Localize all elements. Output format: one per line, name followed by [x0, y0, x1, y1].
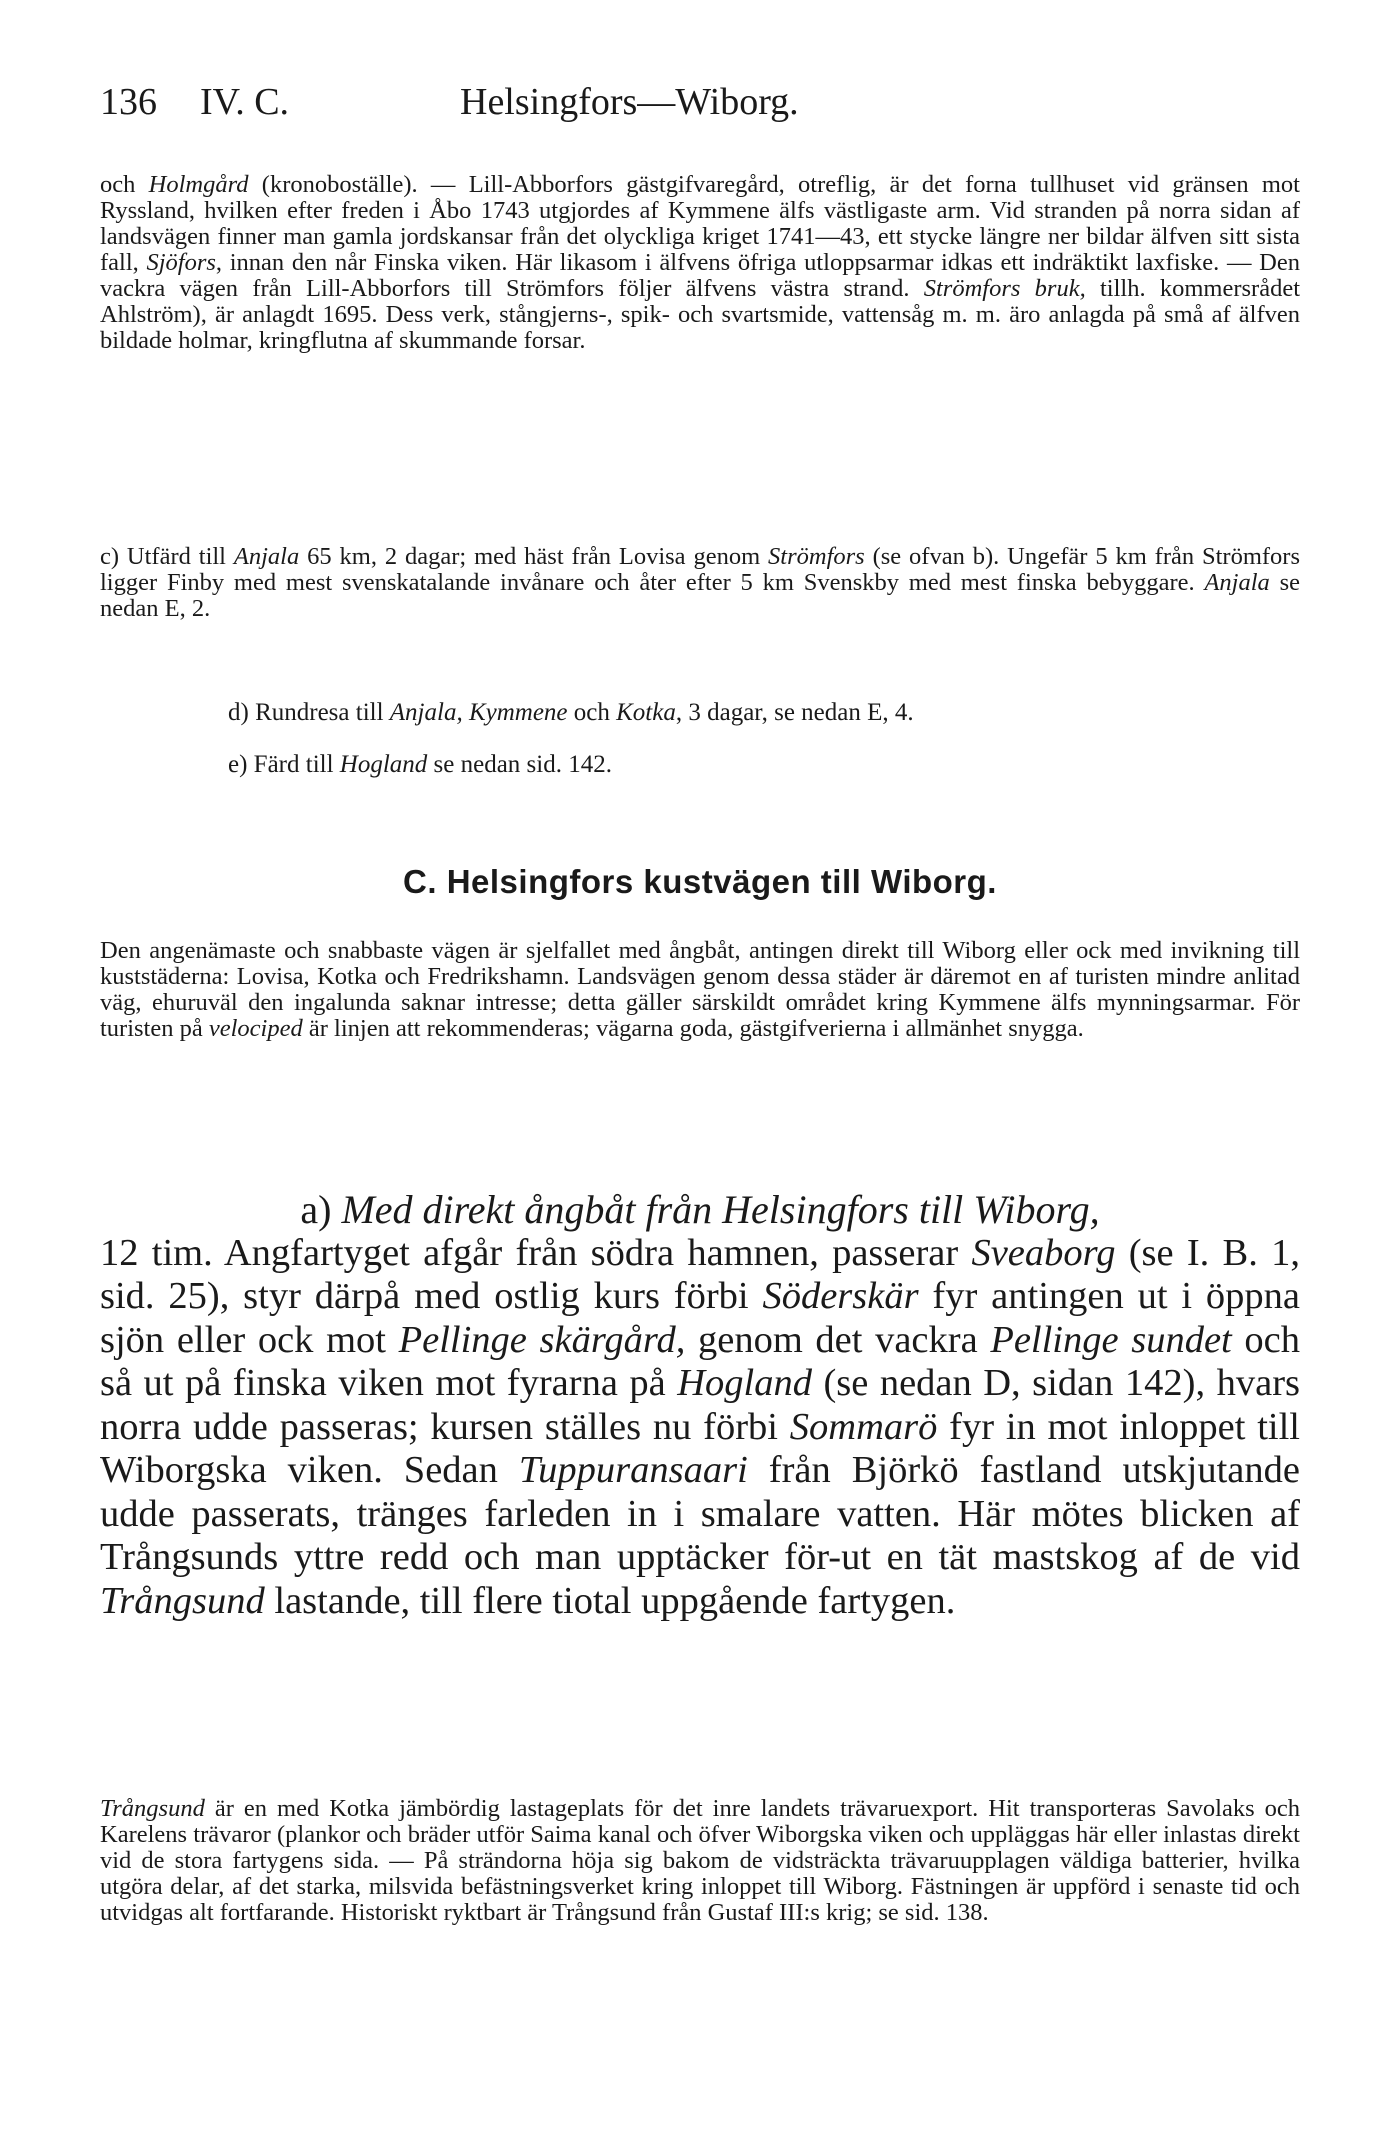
paragraph-lill-abborfors: och Holmgård (kronoboställe). — Lill-Abborfors gästgifvaregård, otreflig, är det forna tullhuset vid gränsen mot Ryssland, hvilken efter freden i Åbo 1743 utgjordes af Kymmene älfs västligaste arm. Vid stranden på norra sidan af landsvägen finner man gamla jordskansar från det olyckliga kriget 1741—43, ett stycke längre ner bildar älfven sitt sista fall, Sjöfors, innan den når Finska viken. Här likasom i älfvens öfriga utloppsarmar idkas ett indräktikt laxfiske. — Den vackra vägen från Lill-Abborfors till Strömfors följer älfvens västra strand. Strömfors bruk, tillh. kommersrådet Ahlström), är anlagdt 1695. Dess verk, stångjerns-, spik- och svartsmide, vattensåg m. m. äro anlagda på små af älfven bildade holmar, kringflutna af skummande forsar. — [100, 171, 1301, 354]
section-code: IV. C. — [200, 81, 290, 123]
section-heading: C. Helsingfors kustvägen till Wiborg. — [403, 863, 997, 900]
page-header — [100, 80, 1300, 136]
item-a-lead: a) Med direkt ångbåt från Helsingfors till Wiborg, — [300, 1187, 1100, 1232]
paragraph-trangsund: Trångsund är en med Kotka jämbördig lastageplats för det inre landets trävaruexport. Hit transporteras Savolaks och Karelens trävaror (plankor och bräder utför Saima kanal och öfver Wiborgska viken och uppläggas här eller inlastas direkt vid de stora fartygens sida. — På strändorna höja sig bakom de vidsträckta trävaruupplagen väldiga batterier, hvilka utgöra delar, af det starka, milsvida befästningsverket kring inloppet till Wiborg. Fästningen är uppförd i senaste tid och utvidgas alt fortfarande. Historiskt ryktbart är Trångsund från Gustaf III:s krig; se sid. 138. — [100, 1795, 1300, 1926]
paragraph-a-steamer — [100, 1188, 1300, 1623]
route-title: Helsingfors—Wiborg. — [460, 81, 799, 123]
page-number: 136 — [100, 81, 157, 123]
item-e-hogland: e) Färd till Hogland se nedan sid. 142. — [228, 751, 612, 778]
item-c-anjala: c) Utfärd till Anjala 65 km, 2 dagar; med häst från Lovisa genom Strömfors (se ofvan b). Ungefär 5 km från Strömfors ligger Finby med mest svenskatalande invånare och åter efter 5 km Svenskby med mest finska bebyggare. Anjala se nedan E, 2. — [100, 543, 1300, 622]
item-d-rundresa: d) Rundresa till Anjala, Kymmene och Kotka, 3 dagar, se nedan E, 4. — [228, 699, 914, 726]
paragraph-intro: Den angenämaste och snabbaste vägen är sjelfallet med ångbåt, antingen direkt till Wiborg eller ock med invikning till kuststäderna: Lovisa, Kotka och Fredrikshamn. Landsvägen genom dessa städer är däremot en af turisten mindre anlitad väg, ehuruväl den ingalunda saknar intresse; detta gäller särskildt området kring Kymmene älfs mynningsarmar. För turisten på velociped är linjen att rekommenderas; vägarna goda, gästgifverierna i allmänhet snygga. — [100, 937, 1300, 1042]
item-a-body: 12 tim. Angfartyget afgår från södra hamnen, passerar Sveaborg (se I. B. 1, sid. 25), styr därpå med ostlig kurs förbi Söderskär fyr antingen ut i öppna sjön eller ock mot Pellinge skärgård, genom det vackra Pellinge sundet och så ut på finska viken mot fyrarna på Hogland (se nedan D, sidan 142), hvars norra udde passeras; kursen ställes nu förbi Sommarö fyr in mot inloppet till Wiborgska viken. Sedan Tuppuransaari från Björkö fastland utskjutande udde passerats, tränges farleden in i smalare vatten. Här mötes blicken af Trångsunds yttre redd och man upptäcker för-ut en tät mastskog af de vid Trångsund lastande, till flere tiotal uppgående fartygen. — [100, 1231, 1300, 1622]
